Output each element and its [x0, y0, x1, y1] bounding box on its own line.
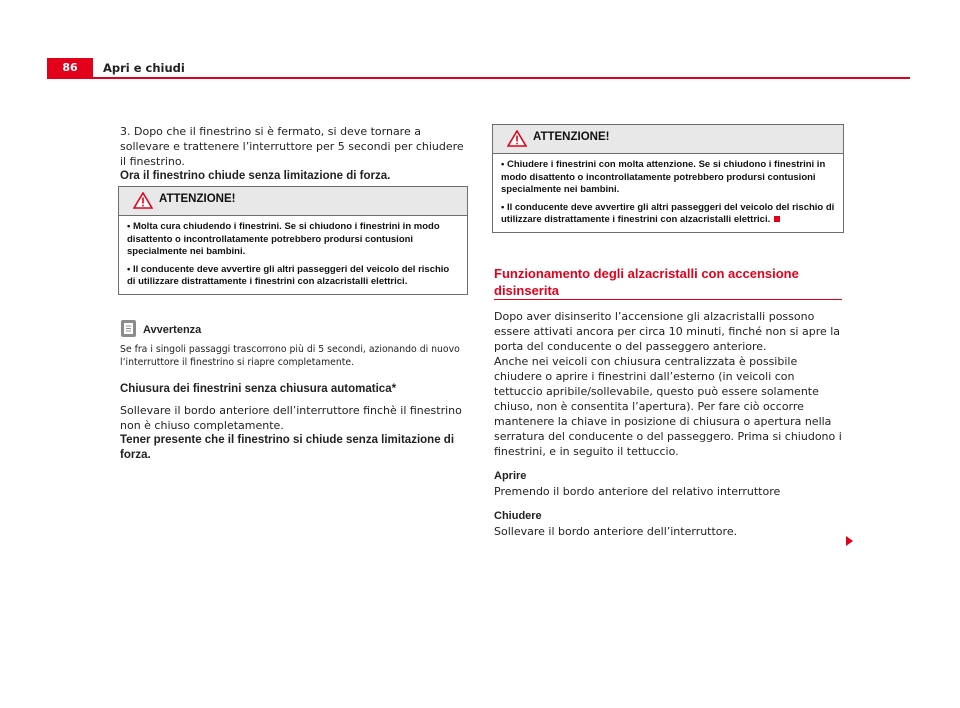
warning-item: • Molta cura chiudendo i finestrini. Se si chiudono i finestrini in modo disattento o incontrollatamente potrebbero prodursi contusioni specialmente nei bambini.: [127, 221, 440, 257]
open-text: Premendo il bordo anteriore del relativo interruttore: [494, 485, 781, 498]
left-intro: [120, 124, 465, 184]
close-heading: Chiudere: [494, 510, 542, 522]
closing-text: Sollevare il bordo anteriore dell’interruttore finchè il finestrino non è chiuso completamente.: [120, 404, 462, 432]
warning-body: [493, 154, 843, 227]
warning-triangle-icon: [133, 192, 153, 209]
closing-note: Tener presente che il finestrino si chiude senza limitazione di forza.: [120, 434, 455, 461]
force-note: Ora il finestrino chiude senza limitazione di forza.: [120, 170, 391, 182]
note-heading: Avvertenza: [143, 324, 202, 336]
paragraph: Dopo aver disinserito l’accensione gli alzacristalli possono essere attivati ancora per circa 10 minuti, finché non si apre la porta del conducente o del passeggero anteriore.: [494, 310, 841, 353]
warning-item: • Il conducente deve avvertire gli altri passeggeri del veicolo del rischio di utilizzare distrattamente i finestrini con alzacristalli elettrici.: [127, 263, 450, 287]
continue-arrow-icon: [846, 536, 853, 546]
warning-item: • Il conducente deve avvertire gli altri passeggeri del veicolo del rischio di utilizzare distrattamente i finestrini con alzacristalli elettrici.: [501, 201, 835, 225]
header-rule: [47, 77, 910, 79]
chapter-title: Apri e chiudi: [103, 61, 185, 75]
right-body: [494, 309, 844, 539]
warning-box-right: [492, 124, 844, 233]
warning-triangle-icon: [507, 130, 527, 147]
warning-header: [119, 187, 467, 216]
left-closing: [120, 382, 465, 463]
warning-item: • Chiudere i finestrini con molta attenzione. Se si chiudono i finestrini in modo disattento o incontrollatamente potrebbero prodursi contusioni specialmente nei bambini.: [501, 159, 826, 195]
note-icon: [121, 320, 136, 337]
section-rule: [494, 299, 842, 300]
section-title: Funzionamento degli alzacristalli con accensione disinserita: [494, 266, 799, 298]
paragraph: Anche nei veicoli con chiusura centralizzata è possibile chiudere o aprire i finestrini dall’esterno (in veicoli con tettuccio apribile/sollevabile, questo può essere solamente chiuso, non è consentita l’apertura). Per fare ciò occorre mantenere la chiave in posizione di chiusura o apertura nella serratura del conducente o del passeggero. Prima si chiudono i finestrini, e in seguito il tettuccio.: [494, 355, 842, 458]
note-text: Se fra i singoli passaggi trascorrono più di 5 secondi, azionando di nuovo l’interruttore il finestrino si riapre completamente.: [120, 344, 460, 368]
warning-label: ATTENZIONE!: [159, 193, 236, 205]
warning-box-left: [118, 186, 468, 295]
close-text: Sollevare il bordo anteriore dell’interruttore.: [494, 525, 738, 538]
warning-body: [119, 216, 467, 289]
warning-label: ATTENZIONE!: [533, 131, 610, 143]
page-number: 86: [47, 58, 93, 78]
step-3-text: 3. Dopo che il finestrino si è fermato, si deve tornare a sollevare e trattenere l’interruttore per 5 secondi per chiudere il finestrino.: [120, 125, 464, 168]
open-heading: Aprire: [494, 470, 527, 482]
warning-header: [493, 125, 843, 154]
end-marker-icon: [774, 216, 780, 222]
closing-heading: Chiusura dei finestrini senza chiusura automatica*: [120, 383, 397, 395]
